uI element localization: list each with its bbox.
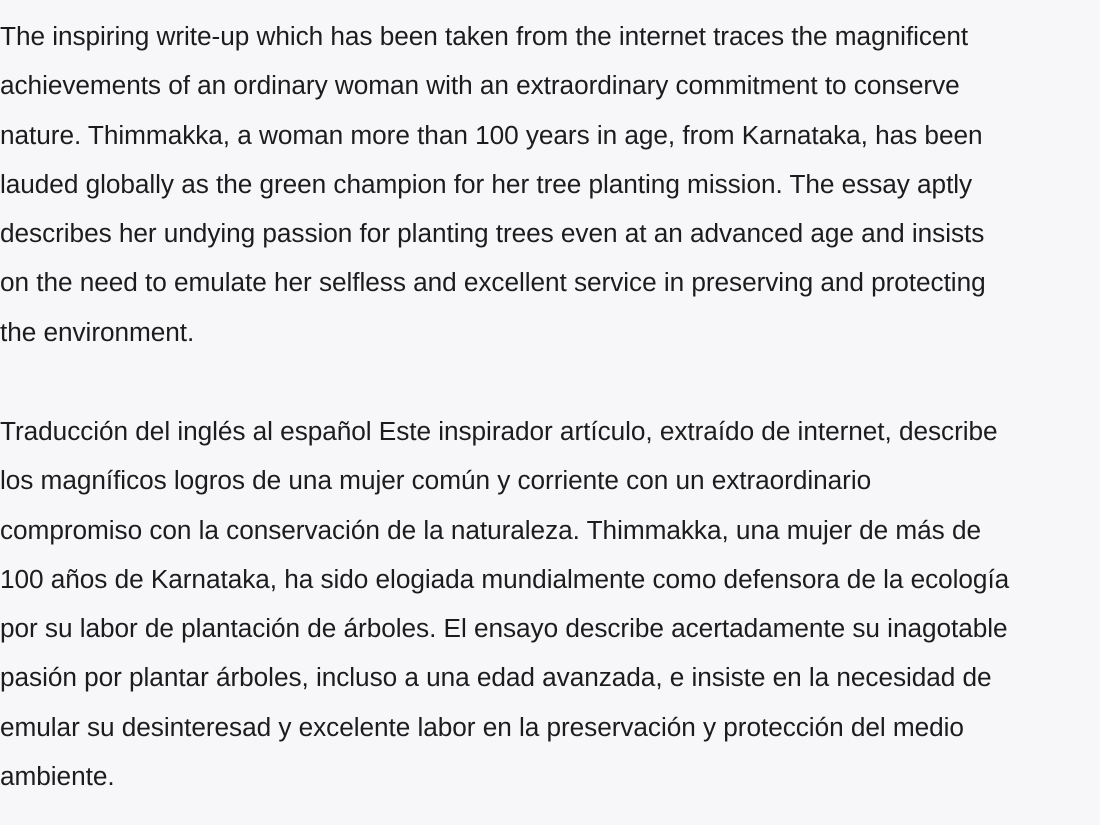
spanish-line: Traducción del inglés al español Este inspirador artículo, extraído de internet, describe bbox=[0, 416, 998, 446]
spanish-paragraph bbox=[0, 407, 1100, 801]
spanish-line: emular su desinteresad y excelente labor en la preservación y protección del medio bbox=[0, 711, 964, 742]
english-line: describes her undying passion for planting trees even at an advanced age and insists bbox=[0, 218, 985, 249]
spanish-line: 100 años de Karnataka, ha sido elogiada mundialmente como defensora de la ecología bbox=[0, 563, 1010, 594]
english-paragraph bbox=[0, 12, 1100, 357]
spanish-line: los magníficos logros de una mujer común y corriente con un extraordinario bbox=[0, 465, 872, 496]
english-line: lauded globally as the green champion for her tree planting mission. The essay aptly bbox=[0, 168, 973, 199]
spanish-line: ambiente. bbox=[0, 761, 115, 792]
english-line: nature. Thimmakka, a woman more than 100 years in age, from Karnataka, has been bbox=[0, 119, 983, 150]
spanish-line: pasión por plantar árboles, incluso a una edad avanzada, e insiste en la necesidad de bbox=[0, 662, 992, 693]
spanish-line: por su labor de plantación de árboles. El ensayo describe acertadamente su inagotable bbox=[0, 613, 1008, 644]
english-line: The inspiring write-up which has been taken from the internet traces the magnificent bbox=[0, 21, 969, 51]
english-line: the environment. bbox=[0, 316, 195, 347]
english-line: achievements of an ordinary woman with an extraordinary commitment to conserve bbox=[0, 70, 960, 101]
english-line: on the need to emulate her selfless and excellent service in preserving and protecting bbox=[0, 267, 986, 298]
spanish-line: compromiso con la conservación de la naturaleza. Thimmakka, una mujer de más de bbox=[0, 514, 981, 545]
